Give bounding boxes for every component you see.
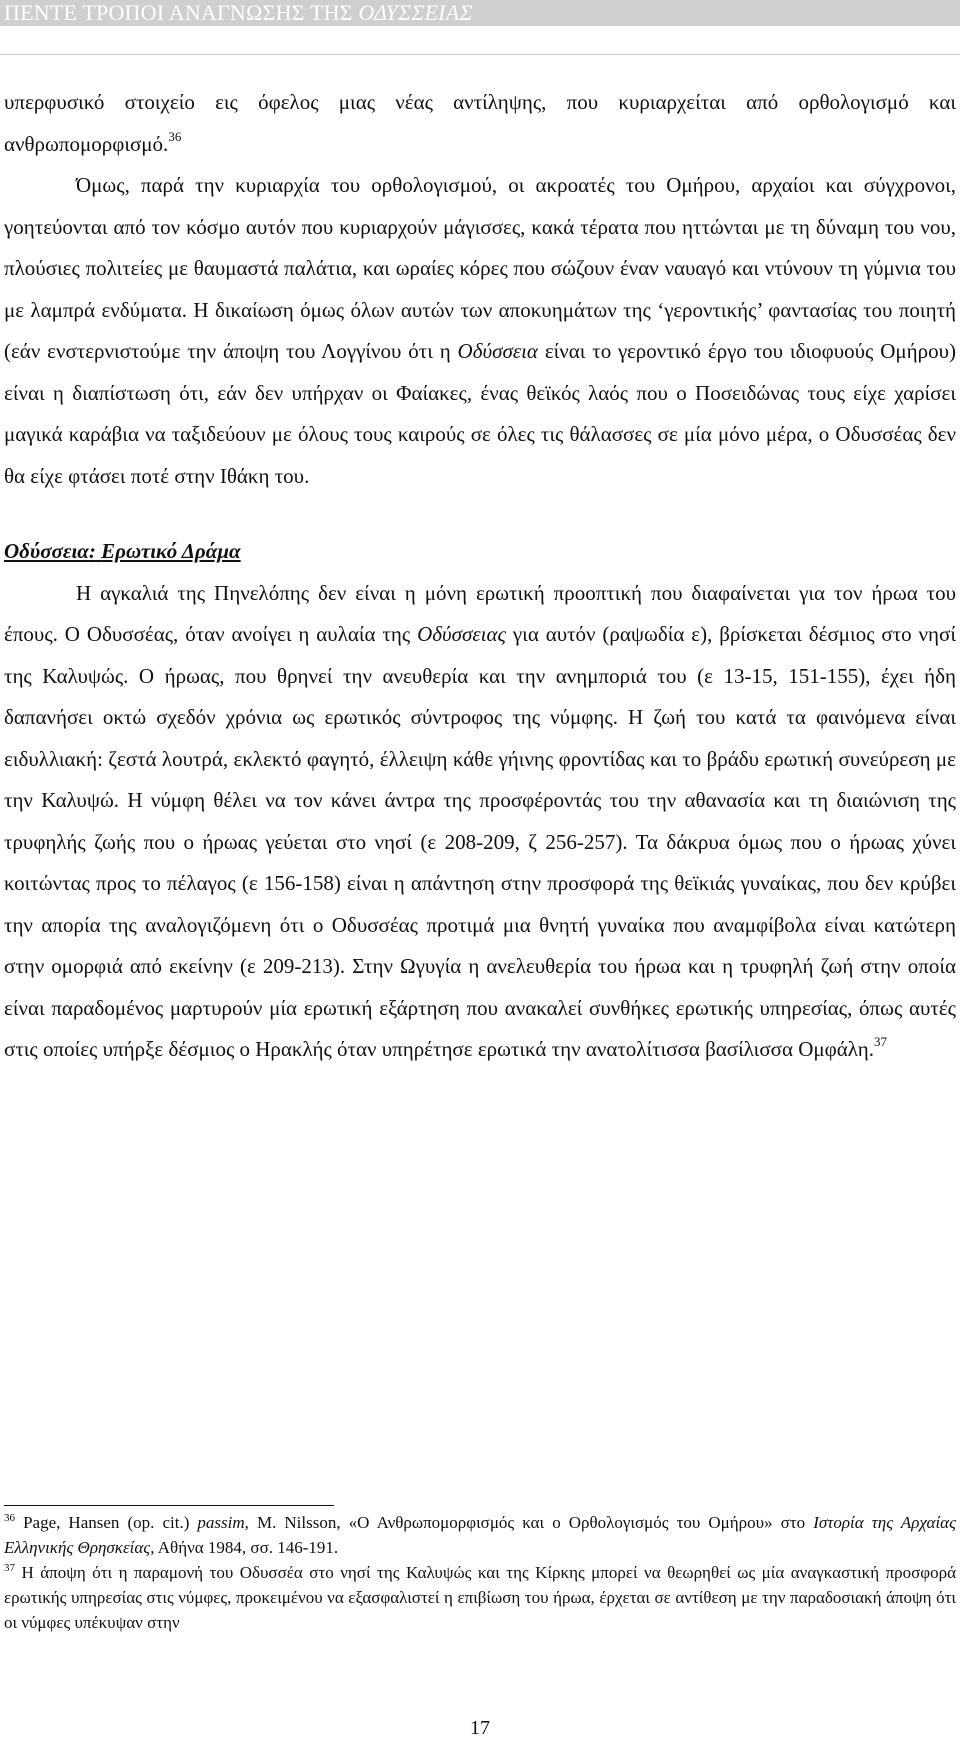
section-heading-part2: Ερωτικό Δράμα: [101, 539, 241, 563]
footnote-number: 37: [4, 1562, 15, 1574]
section-heading-part1: Οδύσσεια: [4, 539, 89, 563]
paragraph-1-text: υπερφυσικό στοιχείο εις όφελος μιας νέας αντίληψης, που κυριαρχείται από ορθολογισμό και ανθρωπομορφισμό.: [4, 90, 956, 156]
paragraph-2-title-italic: Οδύσσεια: [457, 339, 538, 363]
body-text: [4, 82, 956, 1071]
running-title: ΠΕΝΤΕ ΤΡΟΠΟΙ ΑΝΑΓΝΩΣΗΣ ΤΗΣ: [4, 0, 359, 25]
paragraph-2: [4, 165, 956, 497]
paragraph-3: [4, 573, 956, 1071]
paragraph-3-text-a: Η αγκαλιά της Πηνελόπης δεν είναι η μόνη ερωτική προοπτική που διαφαίνεται για τον ήρωα του έπους. Ο Οδυσσέας, όταν ανοίγει η αυλαία της: [4, 580, 956, 646]
footnote-37: [4, 1560, 956, 1635]
footnote-text: M. Nilsson, «Ο Ανθρωπομορφισμός και ο Ορθολογισμός του Ομήρου» στο: [248, 1513, 814, 1532]
paragraph-3-text-b: για αυτόν (ραψωδία ε), βρίσκεται δέσμιος στο νησί της Καλυψώς. Ο ήρωας, που θρηνεί την ανευθερία και την ανημποριά του (ε 13-15, 151-155), έχει ήδη δαπανήσει οκτώ σχεδόν χρόνια ως ερωτικός σύντροφος της νύμφης. Η ζωή του κατά τα φαινόμενα είναι ειδυλλιακή: ζεστά λουτρά, εκλεκτό φαγητό, έλλειψη κάθε γήινης φροντίδας και το βράδυ ερωτική συνεύρεση με την Καλυψώ. Η νύμφη θέλει να τον κάνει άντρα της προσφέροντάς του την αθανασία και τη διαιώνιση της τρυφηλής ζωής που ο ήρωας γεύεται στο νησί (ε 208-209, ζ 256-257). Τα δάκρυα όμως που ο ήρωας χύνει κοιτώντας προς το πέλαγος (ε 156-158) είναι η απάντηση στην προσφορά της θεϊκιάς γυναίκας, που δεν κρύβει την απορία της αναλογιζόμενη ότι ο Οδυσσέας προτιμά μια θνητή γυναίκα που αναμφίβολα είναι κατώτερη στην ομορφιά από εκείνην (ε 209-213). Στην Ωγυγία η ανελευθερία του ήρωα και η τρυφηλή ζωή στην οποία είναι παραδομένος μαρτυρούν μία ερωτική εξάρτηση που ανακαλεί συνθήκες ερωτικής υπηρεσίας, όπως αυτές στις οποίες υπήρξε δέσμιος ο Ηρακλής όταν υπηρέτησε ερωτικά την ανατολίτισσα βασίλισσα Ομφάλη.: [4, 622, 956, 1061]
footnote-text: Page, Hansen (op. cit.): [15, 1513, 198, 1532]
footnote-italic: passim,: [197, 1513, 249, 1532]
footnote-text: Αθήνα 1984, σσ. 146-191.: [154, 1538, 339, 1557]
footnote-ref-37: 37: [874, 1034, 887, 1049]
section-heading-separator: :: [88, 539, 102, 563]
footnote-number: 36: [4, 1512, 15, 1524]
running-title-italic: ΟΔΥΣΣΕΙΑΣ: [358, 0, 473, 25]
footnotes: [4, 1510, 956, 1635]
paragraph-1: [4, 82, 956, 165]
footnote-36: [4, 1510, 956, 1560]
footnote-italic: Ιστορία της Αρχαίας Ελληνικής Θρησκείας,: [4, 1513, 956, 1557]
footnote-separator: [4, 1505, 334, 1506]
paragraph-3-title-italic: Οδύσσειας: [417, 622, 506, 646]
section-heading: [4, 531, 956, 573]
header-rule: [0, 54, 960, 55]
page-number: 17: [470, 1717, 490, 1739]
footnote-ref-36: 36: [168, 128, 182, 144]
running-header: [0, 0, 960, 26]
paragraph-2-text-a: Όμως, παρά την κυριαρχία του ορθολογισμού, οι ακροατές του Ομήρου, αρχαίοι και σύγχρονοι, γοητεύονται από τον κόσμο αυτόν που κυριαρχούν μάγισσες, κακά τέρατα που ηττώνται με τη δύναμη του νου, πλούσιες πολιτείες με θαυμαστά παλάτια, και ωραίες κόρες που σώζουν έναν ναυαγό και ντύνουν τη γύμνια του με λαμπρά ενδύματα. Η δικαίωση όμως όλων αυτών των αποκυημάτων της ‘γεροντικής’ φαντασίας του ποιητή (εάν ενστερνιστούμε την άποψη του Λογγίνου ότι η: [4, 173, 956, 363]
paragraph-2-text-b: είναι το γεροντικό έργο του ιδιοφυούς Ομήρου) είναι η διαπίστωση ότι, εάν δεν υπήρχαν οι Φαίακες, ένας θεϊκός λαός που ο Ποσειδώνας τους είχε χαρίσει μαγικά καράβια να ταξιδεύουν με όλους τους καιρούς σε όλες τις θάλασσες σε μία μόνο μέρα, ο Οδυσσέας δεν θα είχε φτάσει ποτέ στην Ιθάκη του.: [4, 339, 956, 488]
footnote-text: Η άποψη ότι η παραμονή του Οδυσσέα στο νησί της Καλυψώς και της Κίρκης μπορεί να θεωρηθεί ως μία αναγκαστική προσφορά ερωτικής υπηρεσίας στις νύμφες, προκειμένου να εξασφαλιστεί η επιβίωση του ήρωα, έρχεται σε αντίθεση με την παραδοσιακή άποψη ότι οι νύμφες υπέκυψαν στην: [4, 1563, 956, 1632]
